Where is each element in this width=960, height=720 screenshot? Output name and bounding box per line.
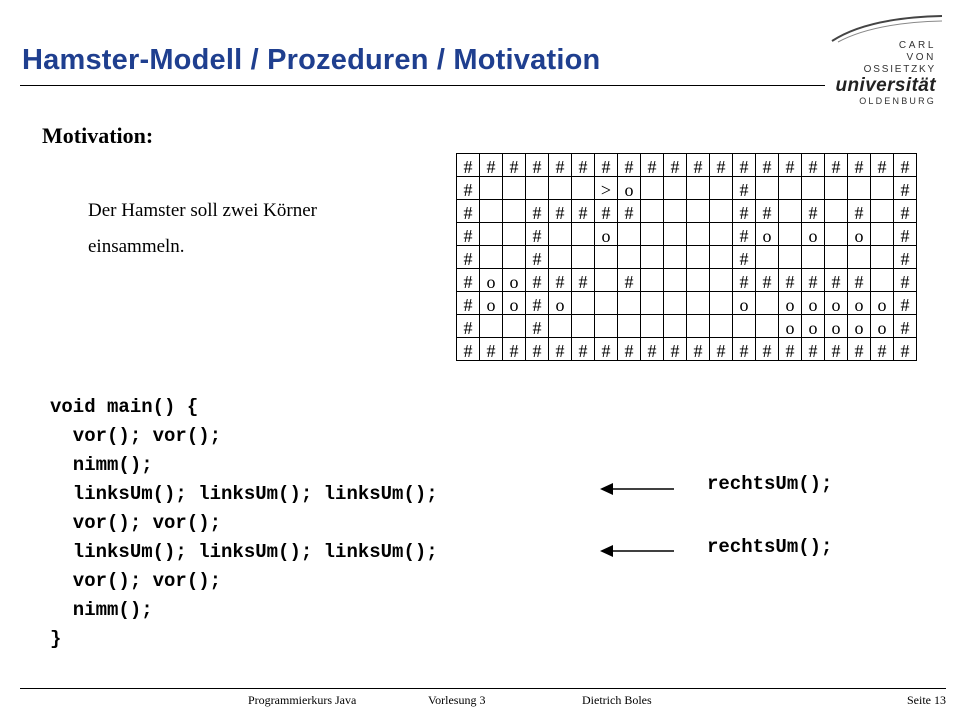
- wall-cell: #: [894, 154, 917, 177]
- grain-cell: o: [779, 315, 802, 338]
- empty-cell: [595, 269, 618, 292]
- empty-cell: [848, 177, 871, 200]
- wall-cell: #: [457, 292, 480, 315]
- code-block: [50, 393, 438, 654]
- wall-cell: #: [480, 338, 503, 361]
- logo-text-oldenburg: OLDENBURG: [859, 96, 936, 106]
- wall-cell: #: [641, 338, 664, 361]
- empty-cell: [710, 292, 733, 315]
- empty-cell: [756, 292, 779, 315]
- empty-cell: [779, 223, 802, 246]
- empty-cell: [779, 177, 802, 200]
- empty-cell: [549, 223, 572, 246]
- wall-cell: #: [526, 223, 549, 246]
- grain-cell: o: [871, 315, 894, 338]
- footer-divider: [20, 688, 946, 689]
- wall-cell: #: [756, 154, 779, 177]
- empty-cell: [664, 269, 687, 292]
- wall-cell: #: [733, 177, 756, 200]
- logo-text-von: VON: [906, 52, 936, 63]
- wall-cell: #: [848, 154, 871, 177]
- wall-cell: #: [572, 154, 595, 177]
- wall-cell: #: [825, 154, 848, 177]
- wall-cell: #: [457, 338, 480, 361]
- empty-cell: [503, 246, 526, 269]
- empty-cell: [779, 200, 802, 223]
- empty-cell: [664, 315, 687, 338]
- wall-cell: #: [802, 338, 825, 361]
- wall-cell: #: [503, 338, 526, 361]
- slide-title: Hamster-Modell / Prozeduren / Motivation: [22, 44, 601, 76]
- wall-cell: #: [664, 338, 687, 361]
- empty-cell: [595, 292, 618, 315]
- section-heading: Motivation:: [42, 123, 154, 148]
- wall-cell: #: [848, 269, 871, 292]
- wall-cell: #: [894, 315, 917, 338]
- footer-page-number: Seite 13: [907, 693, 946, 707]
- code-line: nimm();: [50, 599, 153, 621]
- territory-row: [457, 269, 917, 292]
- empty-cell: [779, 246, 802, 269]
- code-line: vor(); vor();: [50, 425, 222, 447]
- empty-cell: [710, 269, 733, 292]
- empty-cell: [687, 200, 710, 223]
- empty-cell: [733, 315, 756, 338]
- empty-cell: [710, 200, 733, 223]
- empty-cell: [641, 246, 664, 269]
- wall-cell: #: [595, 200, 618, 223]
- empty-cell: [802, 246, 825, 269]
- grain-cell: o: [480, 292, 503, 315]
- empty-cell: [480, 177, 503, 200]
- empty-cell: [756, 246, 779, 269]
- empty-cell: [687, 269, 710, 292]
- wall-cell: #: [526, 292, 549, 315]
- wall-cell: #: [733, 246, 756, 269]
- empty-cell: [756, 315, 779, 338]
- empty-cell: [848, 246, 871, 269]
- empty-cell: [595, 246, 618, 269]
- wall-cell: #: [526, 154, 549, 177]
- wall-cell: #: [733, 338, 756, 361]
- wall-cell: #: [802, 269, 825, 292]
- wall-cell: #: [457, 315, 480, 338]
- empty-cell: [618, 246, 641, 269]
- wall-cell: #: [480, 154, 503, 177]
- wall-cell: #: [871, 338, 894, 361]
- empty-cell: [641, 177, 664, 200]
- wall-cell: #: [549, 338, 572, 361]
- empty-cell: [825, 246, 848, 269]
- grain-cell: o: [825, 315, 848, 338]
- wall-cell: #: [894, 292, 917, 315]
- grain-cell: o: [733, 292, 756, 315]
- grain-cell: o: [756, 223, 779, 246]
- code-line: void main() {: [50, 396, 199, 418]
- wall-cell: #: [618, 269, 641, 292]
- wall-cell: #: [457, 223, 480, 246]
- grain-cell: o: [802, 223, 825, 246]
- empty-cell: [480, 223, 503, 246]
- empty-cell: [549, 177, 572, 200]
- code-line: nimm();: [50, 454, 153, 476]
- grain-cell: o: [595, 223, 618, 246]
- code-line: linksUm(); linksUm(); linksUm();: [50, 541, 438, 563]
- hamster-territory: [456, 153, 917, 361]
- grain-cell: o: [848, 315, 871, 338]
- wall-cell: #: [894, 223, 917, 246]
- wall-cell: #: [572, 200, 595, 223]
- empty-cell: [871, 223, 894, 246]
- grain-cell: o: [480, 269, 503, 292]
- wall-cell: #: [871, 154, 894, 177]
- wall-cell: #: [779, 154, 802, 177]
- territory-row: [457, 200, 917, 223]
- footer-lecture: Vorlesung 3: [428, 693, 486, 707]
- territory-row: [457, 292, 917, 315]
- grain-cell: o: [848, 223, 871, 246]
- empty-cell: [503, 315, 526, 338]
- grain-cell: o: [802, 292, 825, 315]
- empty-cell: [503, 177, 526, 200]
- wall-cell: #: [687, 154, 710, 177]
- territory-grid: [456, 153, 917, 361]
- wall-cell: #: [756, 338, 779, 361]
- wall-cell: #: [595, 154, 618, 177]
- logo-text-carl: CARL: [898, 40, 936, 51]
- empty-cell: [756, 177, 779, 200]
- empty-cell: [825, 177, 848, 200]
- wall-cell: #: [457, 177, 480, 200]
- empty-cell: [710, 223, 733, 246]
- wall-cell: #: [549, 269, 572, 292]
- empty-cell: [480, 246, 503, 269]
- empty-cell: [664, 177, 687, 200]
- wall-cell: #: [687, 338, 710, 361]
- wall-cell: #: [457, 246, 480, 269]
- empty-cell: [710, 177, 733, 200]
- empty-cell: [641, 315, 664, 338]
- wall-cell: #: [526, 338, 549, 361]
- empty-cell: [641, 292, 664, 315]
- empty-cell: [641, 200, 664, 223]
- wall-cell: #: [848, 338, 871, 361]
- university-logo: [828, 14, 946, 106]
- territory-row: [457, 246, 917, 269]
- empty-cell: [710, 315, 733, 338]
- wall-cell: #: [733, 154, 756, 177]
- code-line: vor(); vor();: [50, 512, 222, 534]
- wall-cell: #: [549, 200, 572, 223]
- wall-cell: #: [756, 269, 779, 292]
- title-divider: [20, 85, 825, 86]
- empty-cell: [503, 200, 526, 223]
- empty-cell: [549, 246, 572, 269]
- empty-cell: [572, 223, 595, 246]
- wall-cell: #: [572, 338, 595, 361]
- empty-cell: [871, 269, 894, 292]
- wall-cell: #: [457, 154, 480, 177]
- empty-cell: [802, 177, 825, 200]
- empty-cell: [664, 200, 687, 223]
- grain-cell: o: [825, 292, 848, 315]
- empty-cell: [572, 246, 595, 269]
- wall-cell: #: [572, 269, 595, 292]
- empty-cell: [825, 223, 848, 246]
- empty-cell: [503, 223, 526, 246]
- empty-cell: [595, 315, 618, 338]
- empty-cell: [664, 246, 687, 269]
- empty-cell: [572, 292, 595, 315]
- wall-cell: #: [825, 269, 848, 292]
- arrow-left-icon: [600, 544, 676, 558]
- empty-cell: [572, 177, 595, 200]
- replacement-hint: rechtsUm();: [707, 536, 833, 558]
- wall-cell: #: [825, 338, 848, 361]
- logo-text-universitaet: universität: [835, 75, 936, 96]
- wall-cell: #: [595, 338, 618, 361]
- empty-cell: [572, 315, 595, 338]
- hamster-cell: >: [595, 177, 618, 200]
- territory-row: [457, 223, 917, 246]
- wall-cell: #: [457, 200, 480, 223]
- wall-cell: #: [618, 338, 641, 361]
- wall-cell: #: [526, 246, 549, 269]
- task-description: Der Hamster soll zwei Körner einsammeln.: [88, 200, 317, 257]
- empty-cell: [825, 200, 848, 223]
- wall-cell: #: [549, 154, 572, 177]
- empty-cell: [871, 200, 894, 223]
- code-line: vor(); vor();: [50, 570, 222, 592]
- grain-cell: o: [549, 292, 572, 315]
- wall-cell: #: [664, 154, 687, 177]
- wall-cell: #: [756, 200, 779, 223]
- wall-cell: #: [894, 246, 917, 269]
- wall-cell: #: [641, 154, 664, 177]
- territory-row: [457, 338, 917, 361]
- wall-cell: #: [710, 338, 733, 361]
- grain-cell: o: [802, 315, 825, 338]
- empty-cell: [710, 246, 733, 269]
- empty-cell: [480, 315, 503, 338]
- footer-author: Dietrich Boles: [582, 693, 652, 707]
- grain-cell: o: [503, 292, 526, 315]
- replacement-hint: rechtsUm();: [707, 473, 833, 495]
- wall-cell: #: [779, 269, 802, 292]
- empty-cell: [641, 223, 664, 246]
- territory-body: [457, 154, 917, 361]
- arrow-left-icon: [600, 482, 676, 496]
- territory-row: [457, 177, 917, 200]
- empty-cell: [664, 223, 687, 246]
- empty-cell: [687, 315, 710, 338]
- empty-cell: [687, 246, 710, 269]
- empty-cell: [618, 292, 641, 315]
- footer-course: Programmierkurs Java: [248, 693, 357, 707]
- code-line: }: [50, 628, 62, 650]
- wall-cell: #: [894, 177, 917, 200]
- logo-text-ossietzky: OSSIETZKY: [863, 64, 936, 75]
- empty-cell: [480, 200, 503, 223]
- empty-cell: [687, 292, 710, 315]
- wall-cell: #: [848, 200, 871, 223]
- grain-cell: o: [848, 292, 871, 315]
- empty-cell: [687, 177, 710, 200]
- territory-row: [457, 154, 917, 177]
- empty-cell: [526, 177, 549, 200]
- empty-cell: [549, 315, 572, 338]
- wall-cell: #: [526, 200, 549, 223]
- code-line: linksUm(); linksUm(); linksUm();: [50, 483, 438, 505]
- empty-cell: [618, 315, 641, 338]
- wall-cell: #: [733, 269, 756, 292]
- empty-cell: [687, 223, 710, 246]
- wall-cell: #: [710, 154, 733, 177]
- empty-cell: [871, 177, 894, 200]
- grain-cell: o: [871, 292, 894, 315]
- wall-cell: #: [894, 269, 917, 292]
- empty-cell: [664, 292, 687, 315]
- empty-cell: [618, 223, 641, 246]
- wall-cell: #: [457, 269, 480, 292]
- wall-cell: #: [894, 338, 917, 361]
- wall-cell: #: [503, 154, 526, 177]
- territory-row: [457, 315, 917, 338]
- wall-cell: #: [733, 223, 756, 246]
- wall-cell: #: [733, 200, 756, 223]
- wall-cell: #: [802, 154, 825, 177]
- wall-cell: #: [894, 200, 917, 223]
- wall-cell: #: [618, 200, 641, 223]
- wall-cell: #: [802, 200, 825, 223]
- grain-cell: o: [618, 177, 641, 200]
- empty-cell: [641, 269, 664, 292]
- wall-cell: #: [526, 315, 549, 338]
- wall-cell: #: [779, 338, 802, 361]
- wall-cell: #: [526, 269, 549, 292]
- grain-cell: o: [503, 269, 526, 292]
- wall-cell: #: [618, 154, 641, 177]
- empty-cell: [871, 246, 894, 269]
- grain-cell: o: [779, 292, 802, 315]
